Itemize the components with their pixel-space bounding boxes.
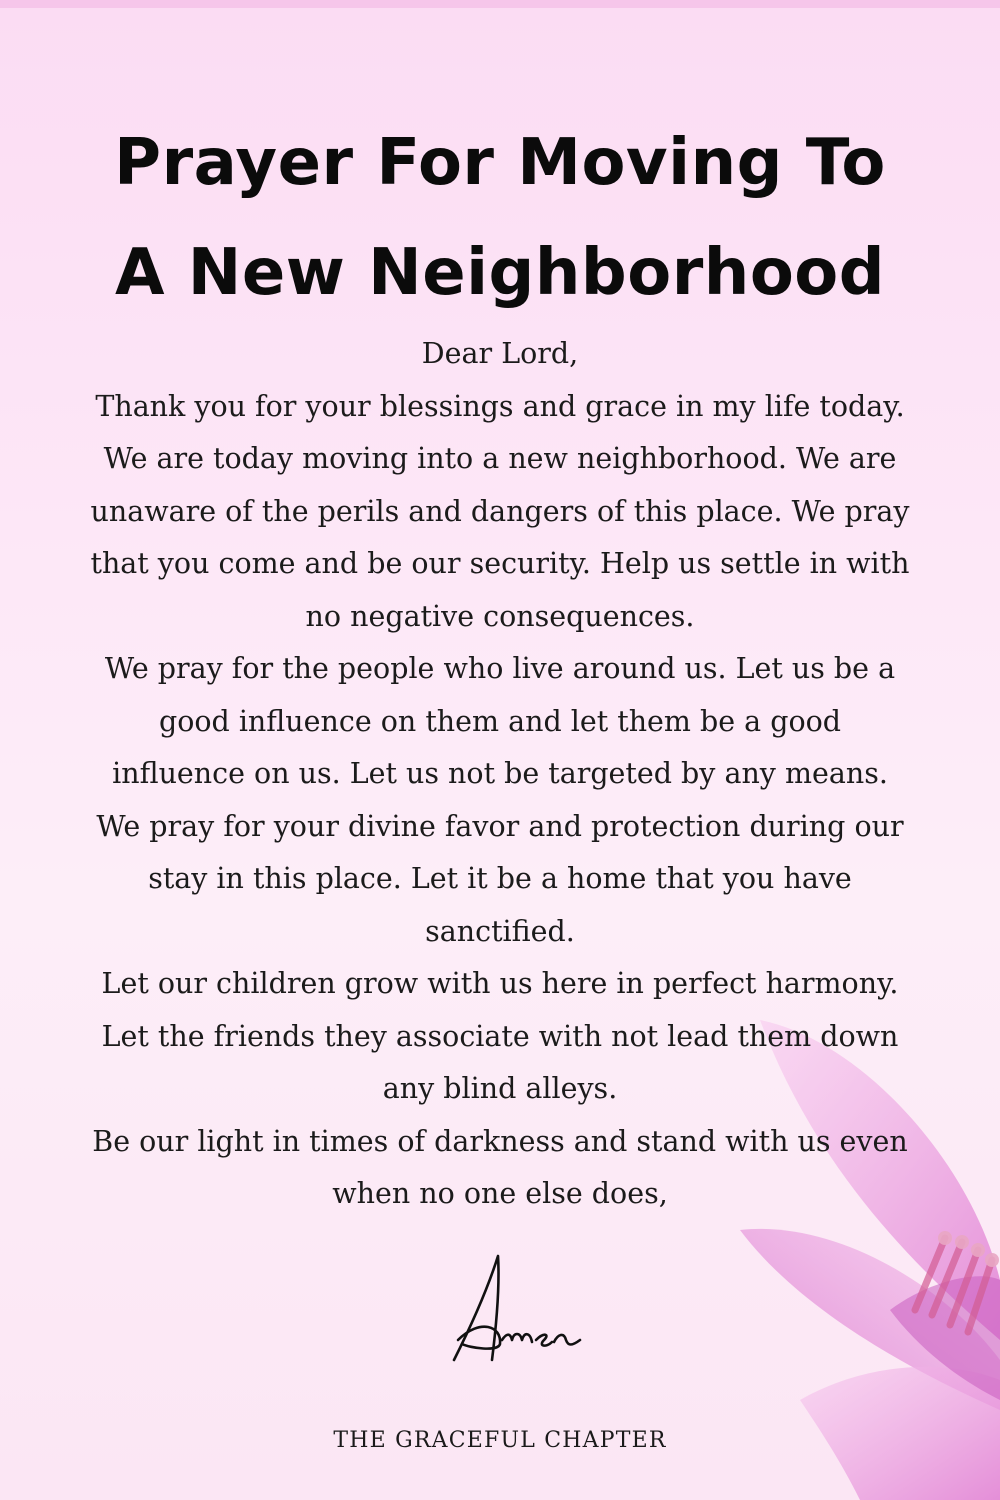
prayer-line: We pray for your divine favor and protection during our [96,809,904,843]
title-line-1: Prayer For Moving To [114,126,886,200]
prayer-text [60,328,940,1221]
prayer-line: no negative consequences. [305,599,695,633]
prayer-line: Thank you for your blessings and grace in my life today. [95,389,905,423]
prayer-line: influence on us. Let us not be targeted by any means. [112,757,888,790]
prayer-line: Let the friends they associate with not lead them down [101,1019,899,1053]
page-title [0,108,1000,328]
prayer-line: We pray for the people who live around us. Let us be a [104,652,896,685]
prayer-line: when no one else does, [332,1177,668,1210]
prayer-line: Dear Lord, [421,337,579,370]
prayer-line: Be our light in times of darkness and stand with us even [92,1124,908,1158]
prayer-line: unaware of the perils and dangers of this place. We pray [90,494,910,528]
title-line-2: A New Neighborhood [114,236,886,310]
amen-signature [440,1248,620,1378]
top-band [0,0,1000,8]
prayer-line: sanctified. [425,914,575,948]
prayer-line: stay in this place. Let it be a home that you have [148,862,852,895]
prayer-line: good influence on them and let them be a good [158,704,842,738]
prayer-line: that you come and be our security. Help us settle in with [90,547,910,580]
amen-signature-script [440,1248,620,1378]
prayer-line: Let our children grow with us here in perfect harmony. [101,967,899,1000]
brand-footer: THE GRACEFUL CHAPTER [333,1428,667,1453]
prayer-line: any blind alleys. [382,1072,618,1105]
prayer-line: We are today moving into a new neighborhood. We are [103,442,897,475]
